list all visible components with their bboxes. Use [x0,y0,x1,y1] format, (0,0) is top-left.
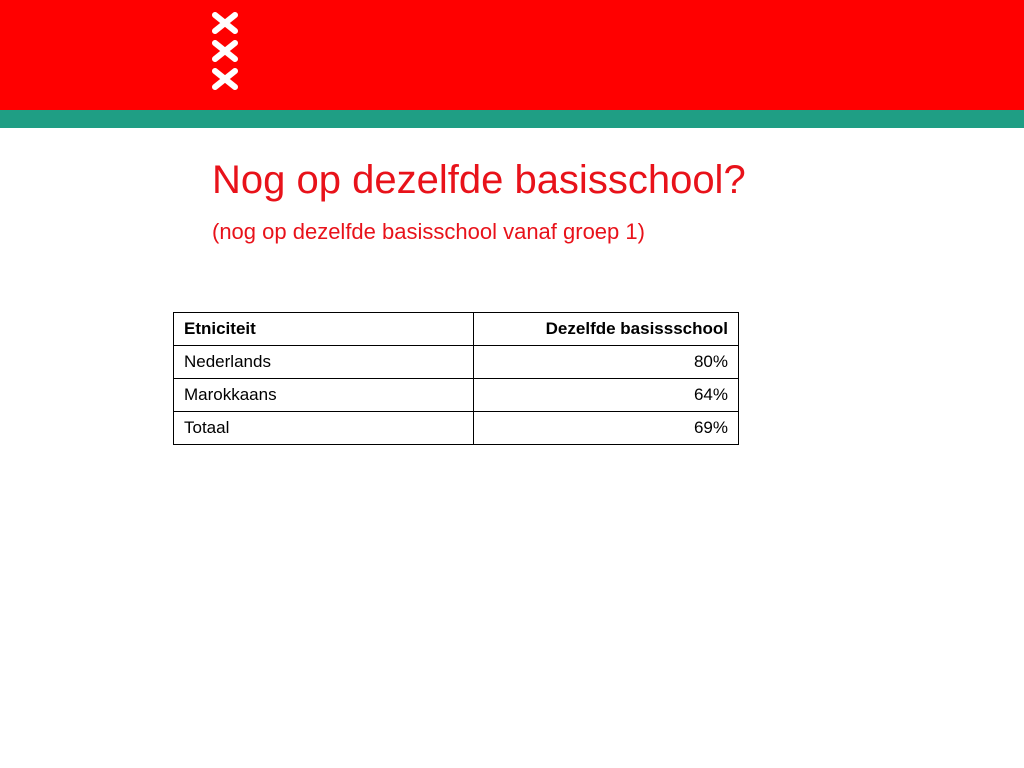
table-cell-percentage: 69% [474,412,739,445]
table-row [174,412,739,445]
results-table [173,312,739,445]
table-row [174,346,739,379]
accent-stripe [0,110,1024,128]
cross-icon [211,68,239,90]
cross-icon [211,40,239,62]
table-cell-ethnicity: Nederlands [174,346,474,379]
column-header-same-school: Dezelfde basissschool [474,313,739,346]
table-cell-percentage: 64% [474,379,739,412]
table-header-row [174,313,739,346]
cross-icon [211,12,239,34]
header-band [0,0,1024,110]
column-header-ethnicity: Etniciteit [174,313,474,346]
slide-title: Nog op dezelfde basisschool? [212,158,746,202]
table-row [174,379,739,412]
amsterdam-crosses-logo [211,12,239,90]
table-cell-percentage: 80% [474,346,739,379]
table-cell-ethnicity: Marokkaans [174,379,474,412]
table-cell-ethnicity: Totaal [174,412,474,445]
slide-subtitle: (nog op dezelfde basisschool vanaf groep 1) [212,219,645,244]
